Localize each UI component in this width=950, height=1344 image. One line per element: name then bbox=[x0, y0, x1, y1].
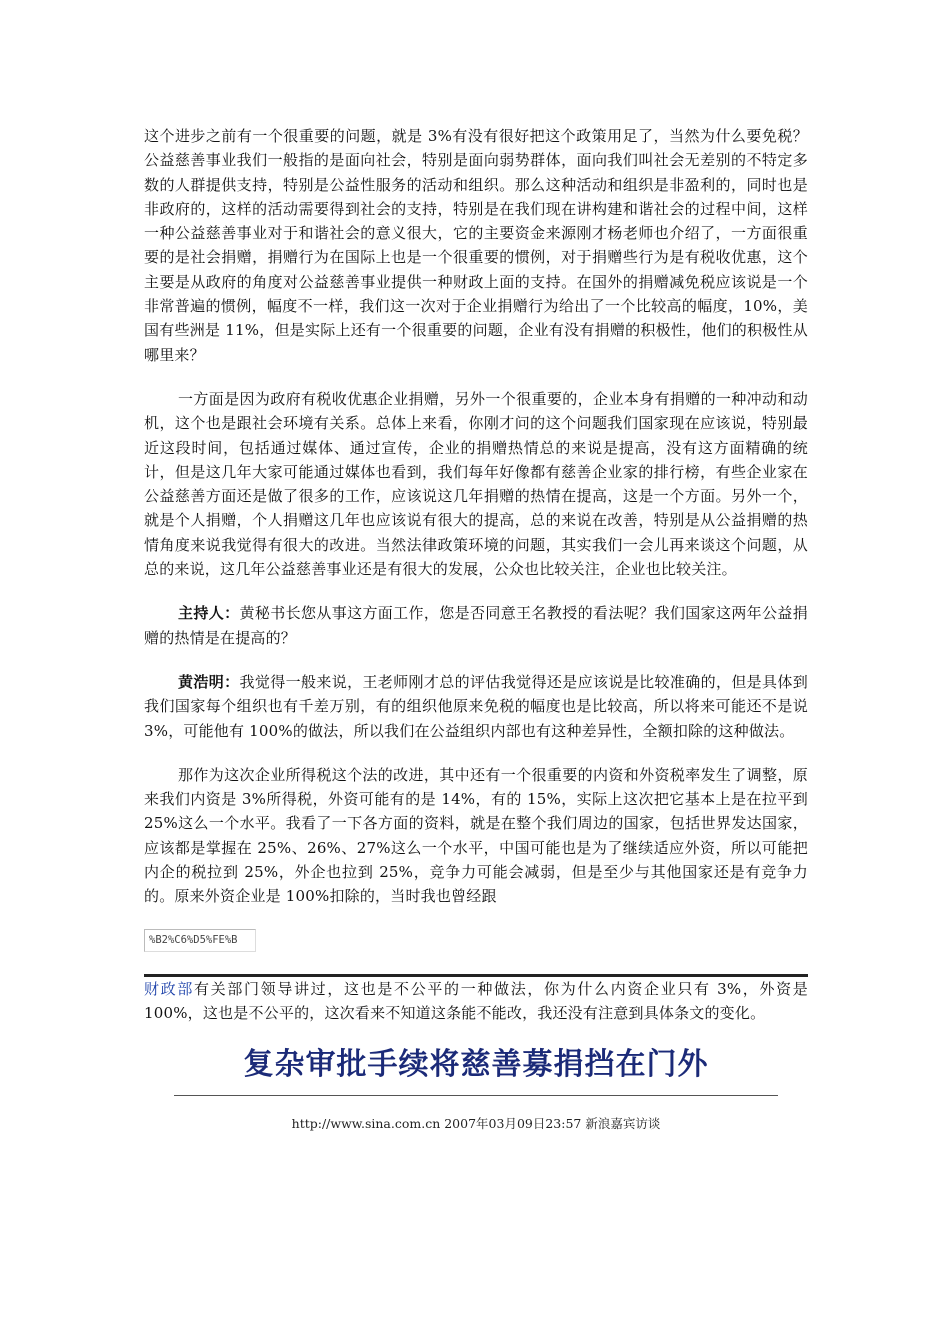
continuation-text: 有关部门领导讲过，这也是不公平的一种做法，你为什么内资企业只有 3%，外资是 100%，这也是不公平的，这次看来不知道这条能不能改，我还没有注意到具体条文的变化。 bbox=[144, 979, 809, 1022]
article-source: http://www.sina.com.cn 2007年03月09日23:57 新浪嘉宾访谈 bbox=[291, 1116, 661, 1132]
article-title: 复杂审批手续将慈善募捐挡在门外 bbox=[243, 1047, 709, 1083]
paragraph-5: 那作为这次企业所得税这个法的改进，其中还有一个很重要的内资和外资税率发生了调整，原来我们内资是 3%所得税，外资可能有的是 14%，有的 15%，实际上这次把它基本上是在拉平到 25%这么一个水平。我看了一下各方面的资料，就是在整个我们周边的国家，包括世界发达国家，应该都是掌握在 25%、26%、27%这么一个水平，中国可能也是为了继续适应外资，所以可能把内企的税拉到 25%，外企也拉到 25%，竞争力可能会减弱，但是至少与其他国家还是有竞争力的。原来外资企业是 100%扣除的，当时我也曾经跟 bbox=[144, 765, 808, 906]
document-page bbox=[144, 124, 808, 1132]
paragraph-2: 一方面是因为政府有税收优惠企业捐赠，另外一个很重要的，企业本身有捐赠的一种冲动和动机，这个也是跟社会环境有关系。总体上来看，你刚才问的这个问题我们国家现在应该说，特别最近这段时间，包括通过媒体、通过宣传，企业的捐赠热情总的来说是提高，没有这方面精确的统计，但是这几年大家可能通过媒体也看到，我们每年好像都有慈善企业家的排行榜，有些企业家在公益慈善方面还是做了很多的工作，应该说这几年捐赠的热情在提高，这是一个方面。另外一个，就是个人捐赠，个人捐赠这几年也应该说有很大的提高，总的来说在改善，特别是从公益捐赠的热情角度来说我觉得有很大的改进。当然法律政策环境的问题，其实我们一会儿再来谈这个问题，从总的来说，这几年公益慈善事业还是有很大的发展，公众也比较关注，企业也比较关注。 bbox=[144, 389, 808, 579]
paragraph-4 bbox=[144, 670, 808, 743]
encoded-url-box[interactable]: %B2%C6%D5%FE%B bbox=[144, 929, 256, 952]
paragraph-3 bbox=[144, 601, 808, 650]
title-divider bbox=[174, 1095, 778, 1096]
paragraph-3-text: 黄秘书长您从事这方面工作，您是否同意王名教授的看法呢？我们国家这两年公益捐赠的热情是在提高的？ bbox=[144, 604, 808, 647]
speaker-huang: 黄浩明： bbox=[178, 672, 240, 691]
continuation-paragraph bbox=[144, 977, 808, 1026]
paragraph-1: 这个进步之前有一个很重要的问题，就是 3%有没有很好把这个政策用足了，当然为什么要免税？公益慈善事业我们一般指的是面向社会，特别是面向弱势群体，面向我们叫社会无差别的不特定多数的人群提供支持，特别是公益性服务的活动和组织。那么这种活动和组织是非盈利的，同时也是非政府的，这样的活动需要得到社会的支持，特别是在我们现在讲构建和谐社会的过程中间，这样一种公益慈善事业对于和谐社会的意义很大，它的主要资金来源刚才杨老师也介绍了，一方面很重要的是社会捐赠，捐赠行为在国际上也是一个很重要的惯例，对于捐赠些行为是有税收优惠，这个主要是从政府的角度对公益慈善事业提供一种财政上面的支持。在国外的捐赠减免税应该说是一个非常普遍的惯例，幅度不一样，我们这一次对于企业捐赠行为给出了一个比较高的幅度，10%，美国有些洲是 11%，但是实际上还有一个很重要的问题，企业有没有捐赠的积极性，他们的积极性从哪里来？ bbox=[144, 127, 808, 364]
speaker-host: 主持人： bbox=[178, 604, 240, 623]
ministry-of-finance-link[interactable]: 财政部 bbox=[144, 979, 195, 998]
paragraph-4-text: 我觉得一般来说，王老师刚才总的评估我觉得还是应该说是比较准确的，但是具体到我们国家每个组织也有千差万别，有的组织他原来免税的幅度也是比较高，所以将来可能还不是说 3%，可能他有 100%的做法，所以我们在公益组织内部也有这种差异性，全额扣除的这种做法。 bbox=[144, 672, 808, 740]
